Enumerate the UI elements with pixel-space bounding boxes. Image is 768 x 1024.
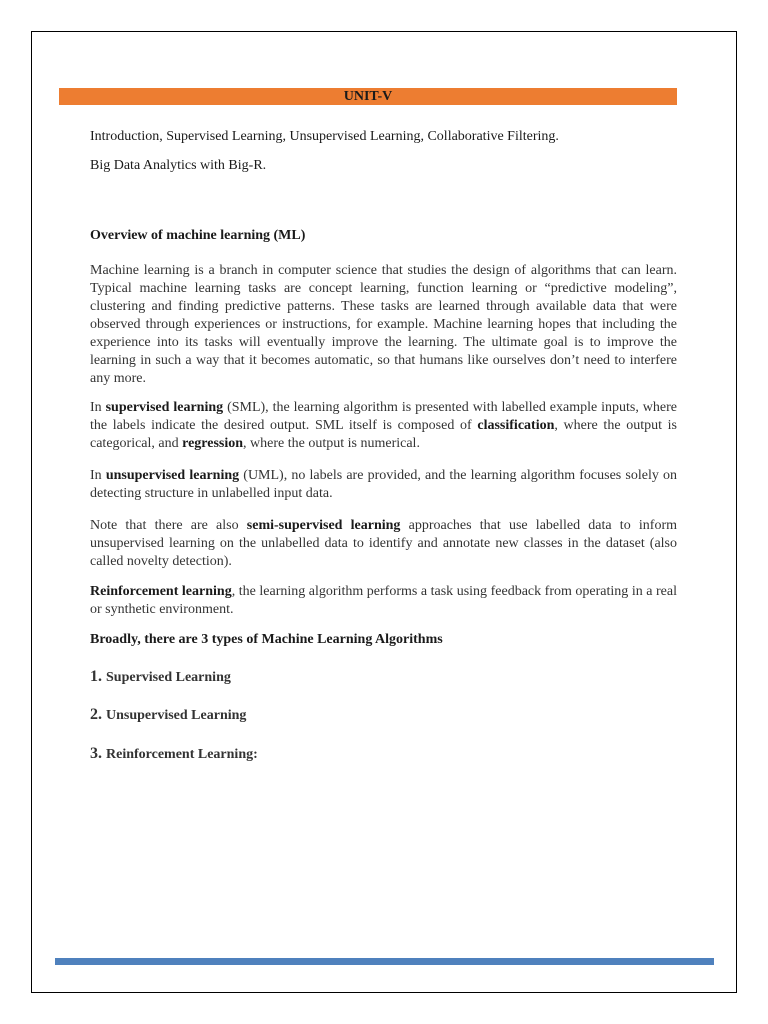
term-regression: regression bbox=[182, 436, 244, 451]
page-border bbox=[31, 31, 737, 993]
list-label: Supervised Learning bbox=[106, 670, 231, 685]
unit-title-bar bbox=[59, 88, 677, 105]
text-span: Note that there are also bbox=[90, 518, 247, 533]
text-span: (UML), no labels are provided, and the learning algorithm focuses solely on detecting structure in unlabelled input data. bbox=[90, 468, 677, 501]
types-heading: Broadly, there are 3 types of Machine Learning Algorithms bbox=[90, 632, 443, 647]
paragraph-ml-intro: Machine learning is a branch in computer science that studies the design of algorithms that can learn. Typical machine learning tasks are concept learning, function learning or “predictive modeling”, clustering and finding predictive patterns. These tasks are learned through available data that were observed through experiences or instructions, for example. Machine learning hopes that including the experience into its tasks will eventually improve the learning. The ultimate goal is to improve the learning in such a way that it becomes automatic, so that humans like ourselves don’t need to interfere any more. bbox=[90, 263, 677, 386]
term-reinforcement-learning: Reinforcement learning bbox=[90, 584, 232, 599]
paragraph-supervised bbox=[90, 399, 677, 453]
unit-title: UNIT-V bbox=[343, 89, 393, 104]
list-label: Unsupervised Learning bbox=[106, 708, 247, 723]
term-semi-supervised-learning: semi-supervised learning bbox=[246, 518, 401, 533]
list-number: 2. bbox=[90, 706, 102, 723]
list-label: Reinforcement Learning: bbox=[106, 747, 258, 762]
list-item-supervised bbox=[90, 668, 231, 687]
term-supervised-learning: supervised learning bbox=[105, 400, 224, 415]
list-number: 3. bbox=[90, 745, 102, 762]
term-classification: classification bbox=[477, 418, 555, 433]
list-item-unsupervised bbox=[90, 706, 246, 725]
term-unsupervised-learning: unsupervised learning bbox=[105, 468, 240, 483]
text-span: (SML), the learning algorithm is presented with labelled example inputs, where the labels indicate the desired output. SML itself is composed of bbox=[90, 400, 677, 433]
text-span: In bbox=[90, 400, 106, 415]
paragraph-reinforcement bbox=[90, 583, 677, 619]
intro-big-data: Big Data Analytics with Big-R. bbox=[90, 158, 267, 173]
paragraph-semi-supervised bbox=[90, 517, 677, 571]
paragraph-unsupervised bbox=[90, 467, 677, 503]
footer-rule bbox=[55, 958, 714, 965]
overview-heading: Overview of machine learning (ML) bbox=[90, 228, 306, 243]
list-number: 1. bbox=[90, 668, 102, 685]
text-span: In bbox=[90, 468, 106, 483]
intro-topics: Introduction, Supervised Learning, Unsupervised Learning, Collaborative Filtering. bbox=[90, 129, 559, 144]
text-span: , where the output is numerical. bbox=[243, 436, 420, 451]
text-span: approaches that use labelled data to inform unsupervised learning on the unlabelled data to identify and annotate new classes in the dataset (also called novelty detection). bbox=[90, 518, 677, 569]
list-item-reinforcement bbox=[90, 745, 258, 764]
text-span: , where the output is categorical, and bbox=[90, 418, 678, 451]
text-span: , the learning algorithm performs a task using feedback from operating in a real or synthetic environment. bbox=[90, 584, 678, 617]
